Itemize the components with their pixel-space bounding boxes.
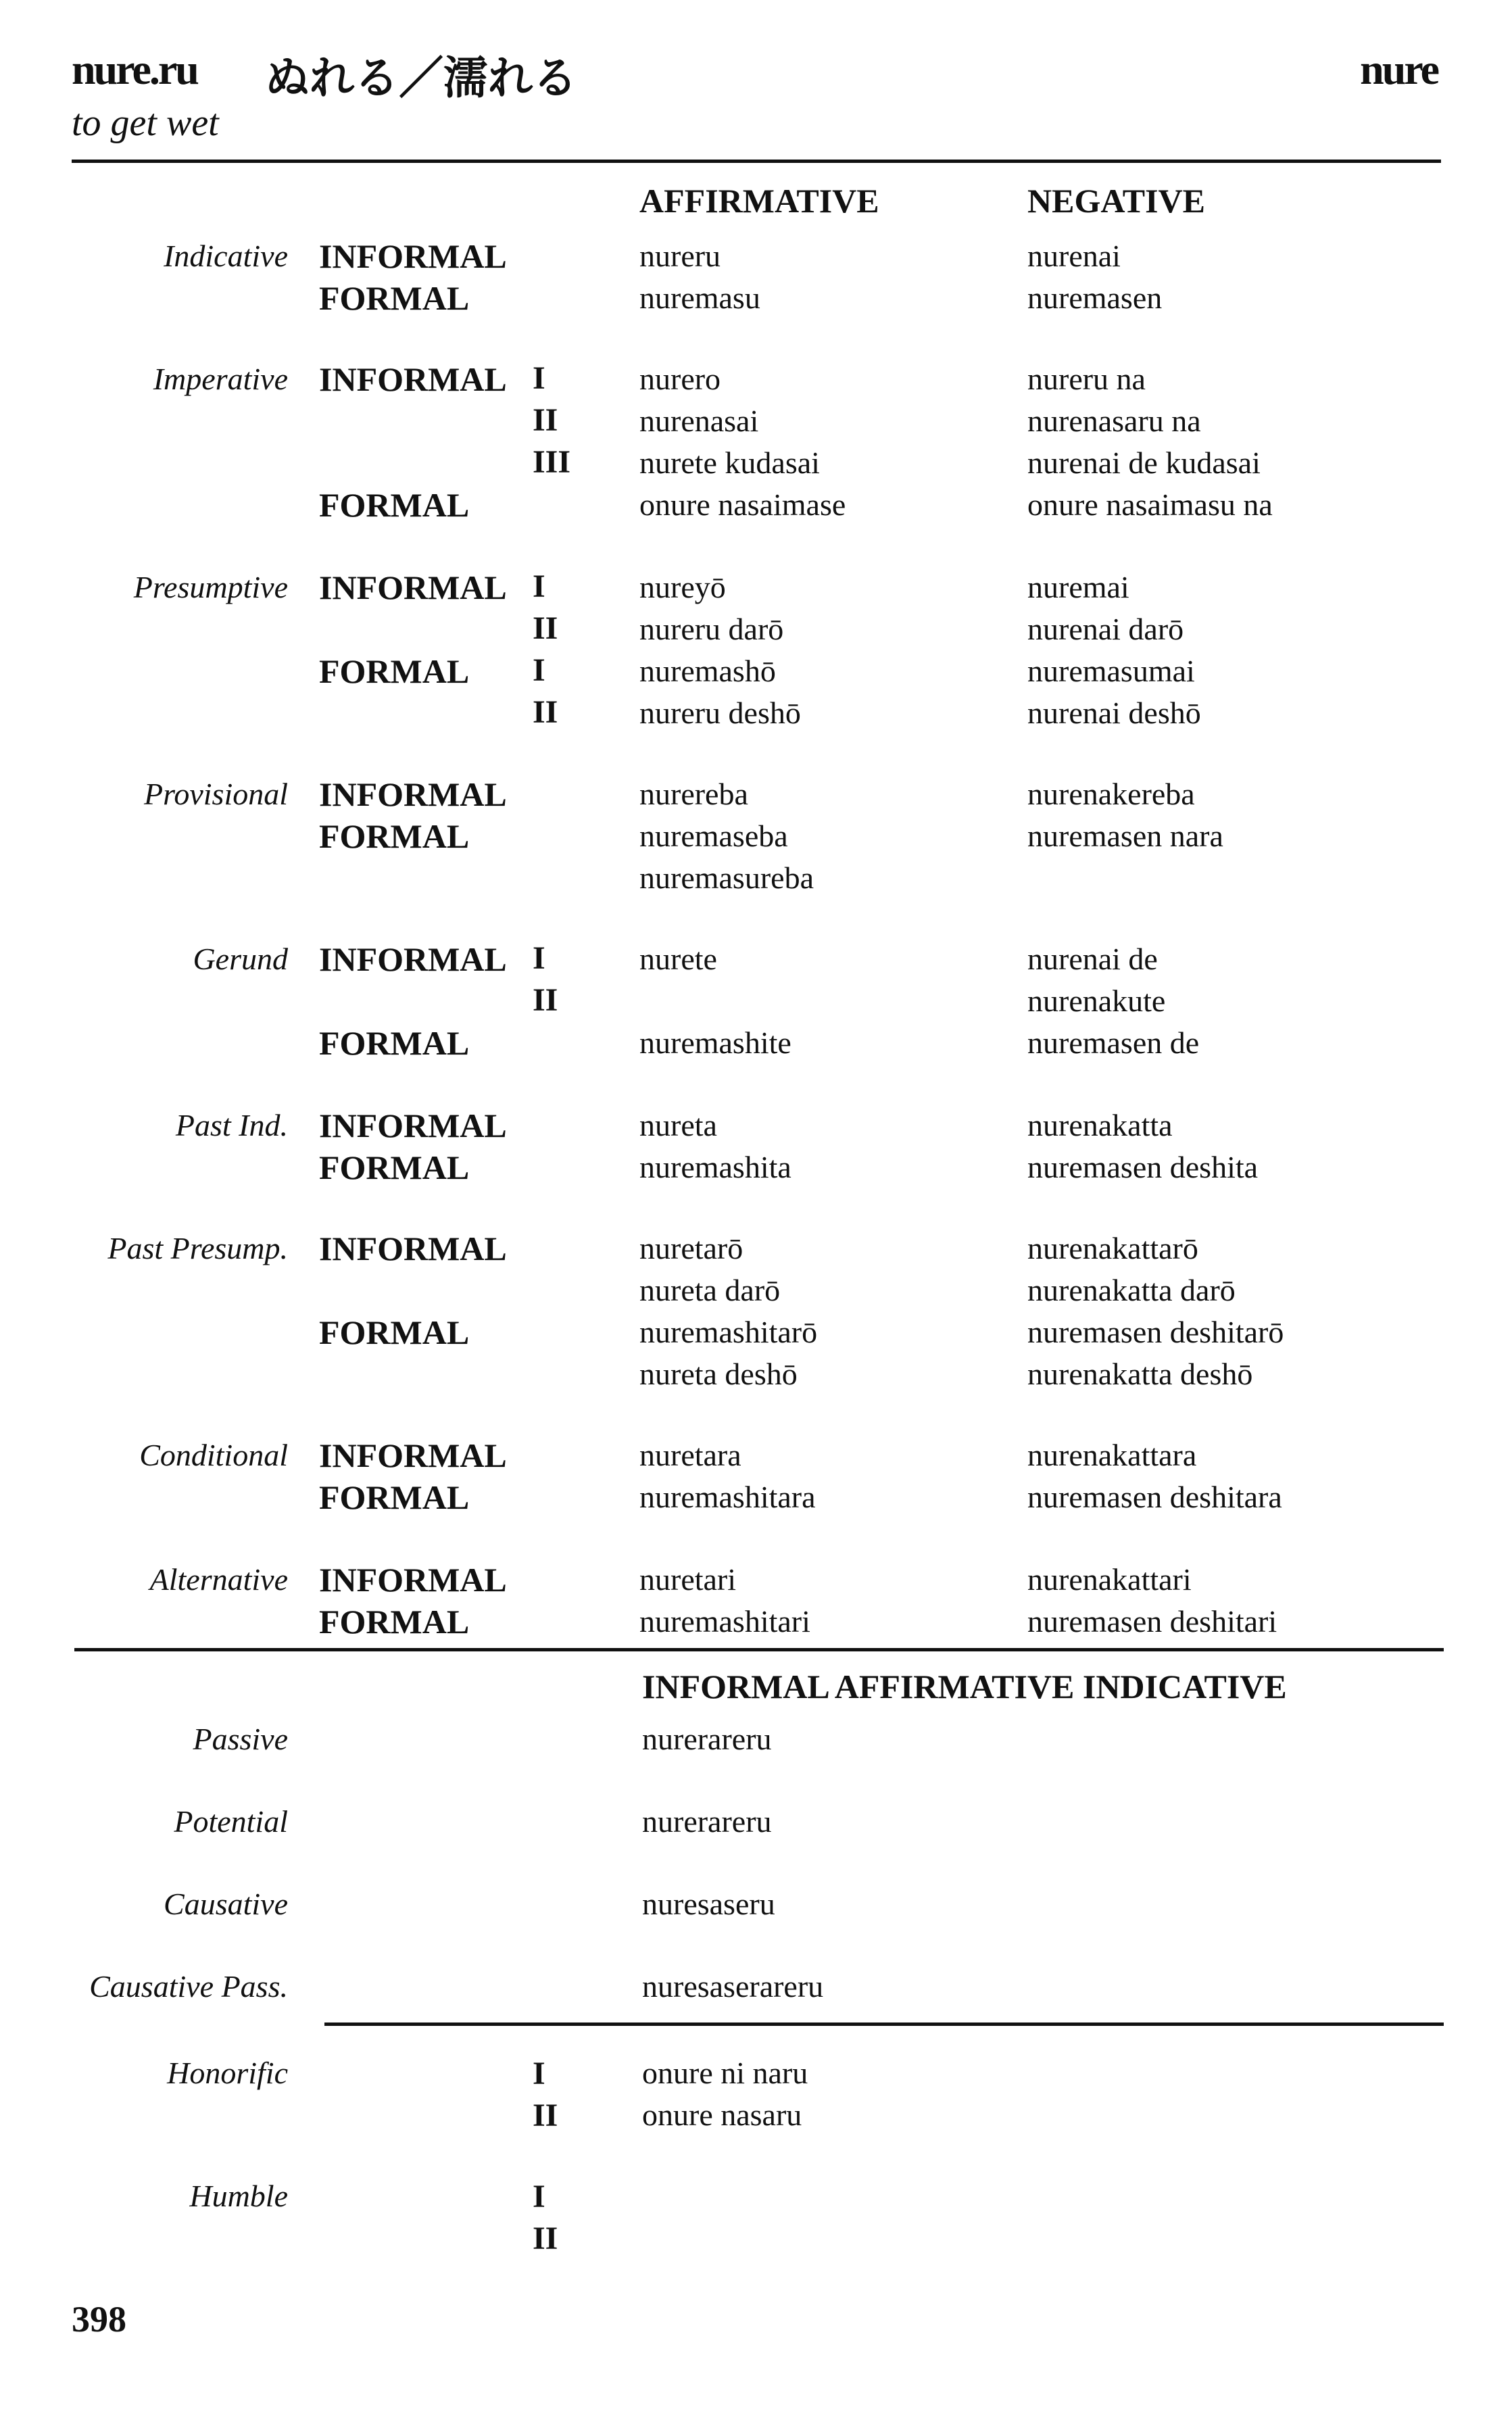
formality-label: FORMAL	[319, 817, 470, 855]
formality-label: FORMAL	[319, 279, 470, 317]
formality-label: FORMAL	[319, 1478, 470, 1516]
honorific-mood-label: Humble	[189, 2179, 288, 2213]
variant-numeral: I	[533, 568, 545, 604]
formality-label: FORMAL	[319, 1313, 470, 1351]
affirmative-form: nuretarō	[639, 1231, 743, 1265]
variant-numeral: II	[533, 402, 558, 438]
negative-form: nurenakattari	[1027, 1562, 1192, 1597]
formality-label: INFORMAL	[319, 940, 507, 978]
mood-label: Alternative	[149, 1562, 288, 1597]
affirmative-form: nuremashitarō	[639, 1315, 818, 1349]
formality-label: INFORMAL	[319, 775, 507, 813]
negative-form: nuremasen nara	[1027, 819, 1223, 853]
negative-form: nuremasen deshitara	[1027, 1480, 1282, 1514]
negative-form: nurenakute	[1027, 984, 1166, 1018]
affirmative-form: nuretara	[639, 1438, 741, 1472]
formality-label: INFORMAL	[319, 1230, 507, 1267]
affirmative-form: onure nasaimase	[639, 487, 846, 522]
negative-form: nuremasen deshitarō	[1027, 1315, 1284, 1349]
mood-label: Conditional	[139, 1438, 288, 1472]
formality-label: FORMAL	[319, 652, 470, 690]
affirmative-form: nuremasu	[639, 281, 760, 315]
variant-numeral: I	[533, 360, 545, 396]
formality-label: FORMAL	[319, 1024, 470, 1062]
variant-numeral: II	[533, 2221, 558, 2256]
negative-form: nurenai darō	[1027, 612, 1184, 646]
formality-label: INFORMAL	[319, 1107, 507, 1144]
negative-form: nurenai deshō	[1027, 696, 1201, 730]
english-gloss: to get wet	[72, 102, 219, 144]
running-head-stem: nure	[1360, 45, 1438, 93]
affirmative-form: nureyō	[639, 570, 726, 604]
affirmative-form: nuremashō	[639, 654, 776, 688]
affirmative-form: nurete kudasai	[639, 445, 820, 480]
negative-form: nurenakereba	[1027, 777, 1195, 811]
affirmative-heading: AFFIRMATIVE	[639, 182, 879, 220]
formality-label: FORMAL	[319, 1603, 470, 1641]
affirmative-form: nuremashitari	[639, 1604, 810, 1639]
honorific-form: onure nasaru	[642, 2098, 802, 2132]
negative-form: nurenakatta darō	[1027, 1273, 1236, 1307]
mood-label: Past Presump.	[107, 1231, 288, 1265]
formality-label: INFORMAL	[319, 1436, 507, 1474]
variant-numeral: I	[533, 652, 545, 688]
negative-form: nurenai de	[1027, 942, 1158, 976]
affirmative-form: nuremashita	[639, 1150, 791, 1184]
affirmative-form: nuretari	[639, 1562, 737, 1597]
formality-label: INFORMAL	[319, 360, 507, 398]
mood-label: Indicative	[164, 239, 288, 273]
formality-label: INFORMAL	[319, 568, 507, 606]
derived-form: nuresaseru	[642, 1887, 775, 1921]
headword-japanese: ぬれる／濡れる	[265, 52, 577, 104]
derived-form: nurerareru	[642, 1804, 772, 1839]
negative-form: nuremai	[1027, 570, 1129, 604]
negative-form: nuremasen	[1027, 281, 1163, 315]
negative-form: nurenakatta deshō	[1027, 1357, 1253, 1391]
variant-numeral: II	[533, 694, 558, 730]
affirmative-form: nureta deshō	[639, 1357, 798, 1391]
middle-rule	[74, 1648, 1444, 1651]
honorific-mood-label: Honorific	[167, 2056, 288, 2090]
negative-heading: NEGATIVE	[1027, 182, 1206, 220]
derived-mood-label: Causative Pass.	[89, 1969, 288, 2004]
variant-numeral: III	[533, 444, 571, 480]
mood-label: Presumptive	[133, 570, 288, 604]
derived-mood-label: Causative	[164, 1887, 288, 1921]
honorific-form: onure ni naru	[642, 2056, 808, 2090]
affirmative-form: nuremaseba	[639, 819, 788, 853]
affirmative-form: nureta	[639, 1108, 717, 1142]
top-rule	[72, 160, 1441, 163]
derived-mood-label: Potential	[174, 1804, 288, 1839]
variant-numeral: II	[533, 2098, 558, 2133]
derived-form: nuresaserareru	[642, 1969, 824, 2004]
mood-label: Past Ind.	[175, 1108, 288, 1142]
negative-form: nurenakattara	[1027, 1438, 1197, 1472]
mood-label: Provisional	[144, 777, 288, 811]
negative-form: nuremasen deshitari	[1027, 1604, 1277, 1639]
negative-form: nurenakattarō	[1027, 1231, 1198, 1265]
affirmative-form: nuremashitara	[639, 1480, 816, 1514]
affirmative-form: nurereba	[639, 777, 748, 811]
negative-form: nurenai	[1027, 239, 1121, 273]
mood-label: Imperative	[153, 362, 288, 396]
derived-form: nurerareru	[642, 1722, 772, 1756]
affirmative-form: nureru darō	[639, 612, 784, 646]
mood-label: Gerund	[193, 942, 288, 976]
derived-heading: INFORMAL AFFIRMATIVE INDICATIVE	[642, 1668, 1287, 1705]
negative-form: nureru na	[1027, 362, 1146, 396]
negative-form: nuremasumai	[1027, 654, 1195, 688]
variant-numeral: II	[533, 982, 558, 1018]
affirmative-form: nuremasureba	[639, 861, 814, 895]
negative-form: nurenasaru na	[1027, 404, 1201, 438]
variant-numeral: I	[533, 2056, 545, 2091]
lower-rule	[324, 2023, 1444, 2026]
negative-form: nurenakatta	[1027, 1108, 1173, 1142]
affirmative-form: nurete	[639, 942, 717, 976]
headword: nure.ru	[72, 45, 197, 93]
variant-numeral: II	[533, 610, 558, 646]
variant-numeral: I	[533, 2179, 545, 2214]
affirmative-form: nureru	[639, 239, 721, 273]
negative-form: nurenai de kudasai	[1027, 445, 1261, 480]
page-number: 398	[72, 2299, 126, 2340]
affirmative-form: nurenasai	[639, 404, 759, 438]
formality-label: INFORMAL	[319, 1561, 507, 1599]
affirmative-form: nurero	[639, 362, 721, 396]
affirmative-form: nureta darō	[639, 1273, 781, 1307]
negative-form: nuremasen de	[1027, 1025, 1200, 1060]
variant-numeral: I	[533, 940, 545, 976]
formality-label: INFORMAL	[319, 237, 507, 275]
negative-form: onure nasaimasu na	[1027, 487, 1273, 522]
derived-mood-label: Passive	[193, 1722, 288, 1756]
formality-label: FORMAL	[319, 1148, 470, 1186]
negative-form: nuremasen deshita	[1027, 1150, 1259, 1184]
formality-label: FORMAL	[319, 486, 470, 524]
affirmative-form: nureru deshō	[639, 696, 801, 730]
affirmative-form: nuremashite	[639, 1025, 791, 1060]
